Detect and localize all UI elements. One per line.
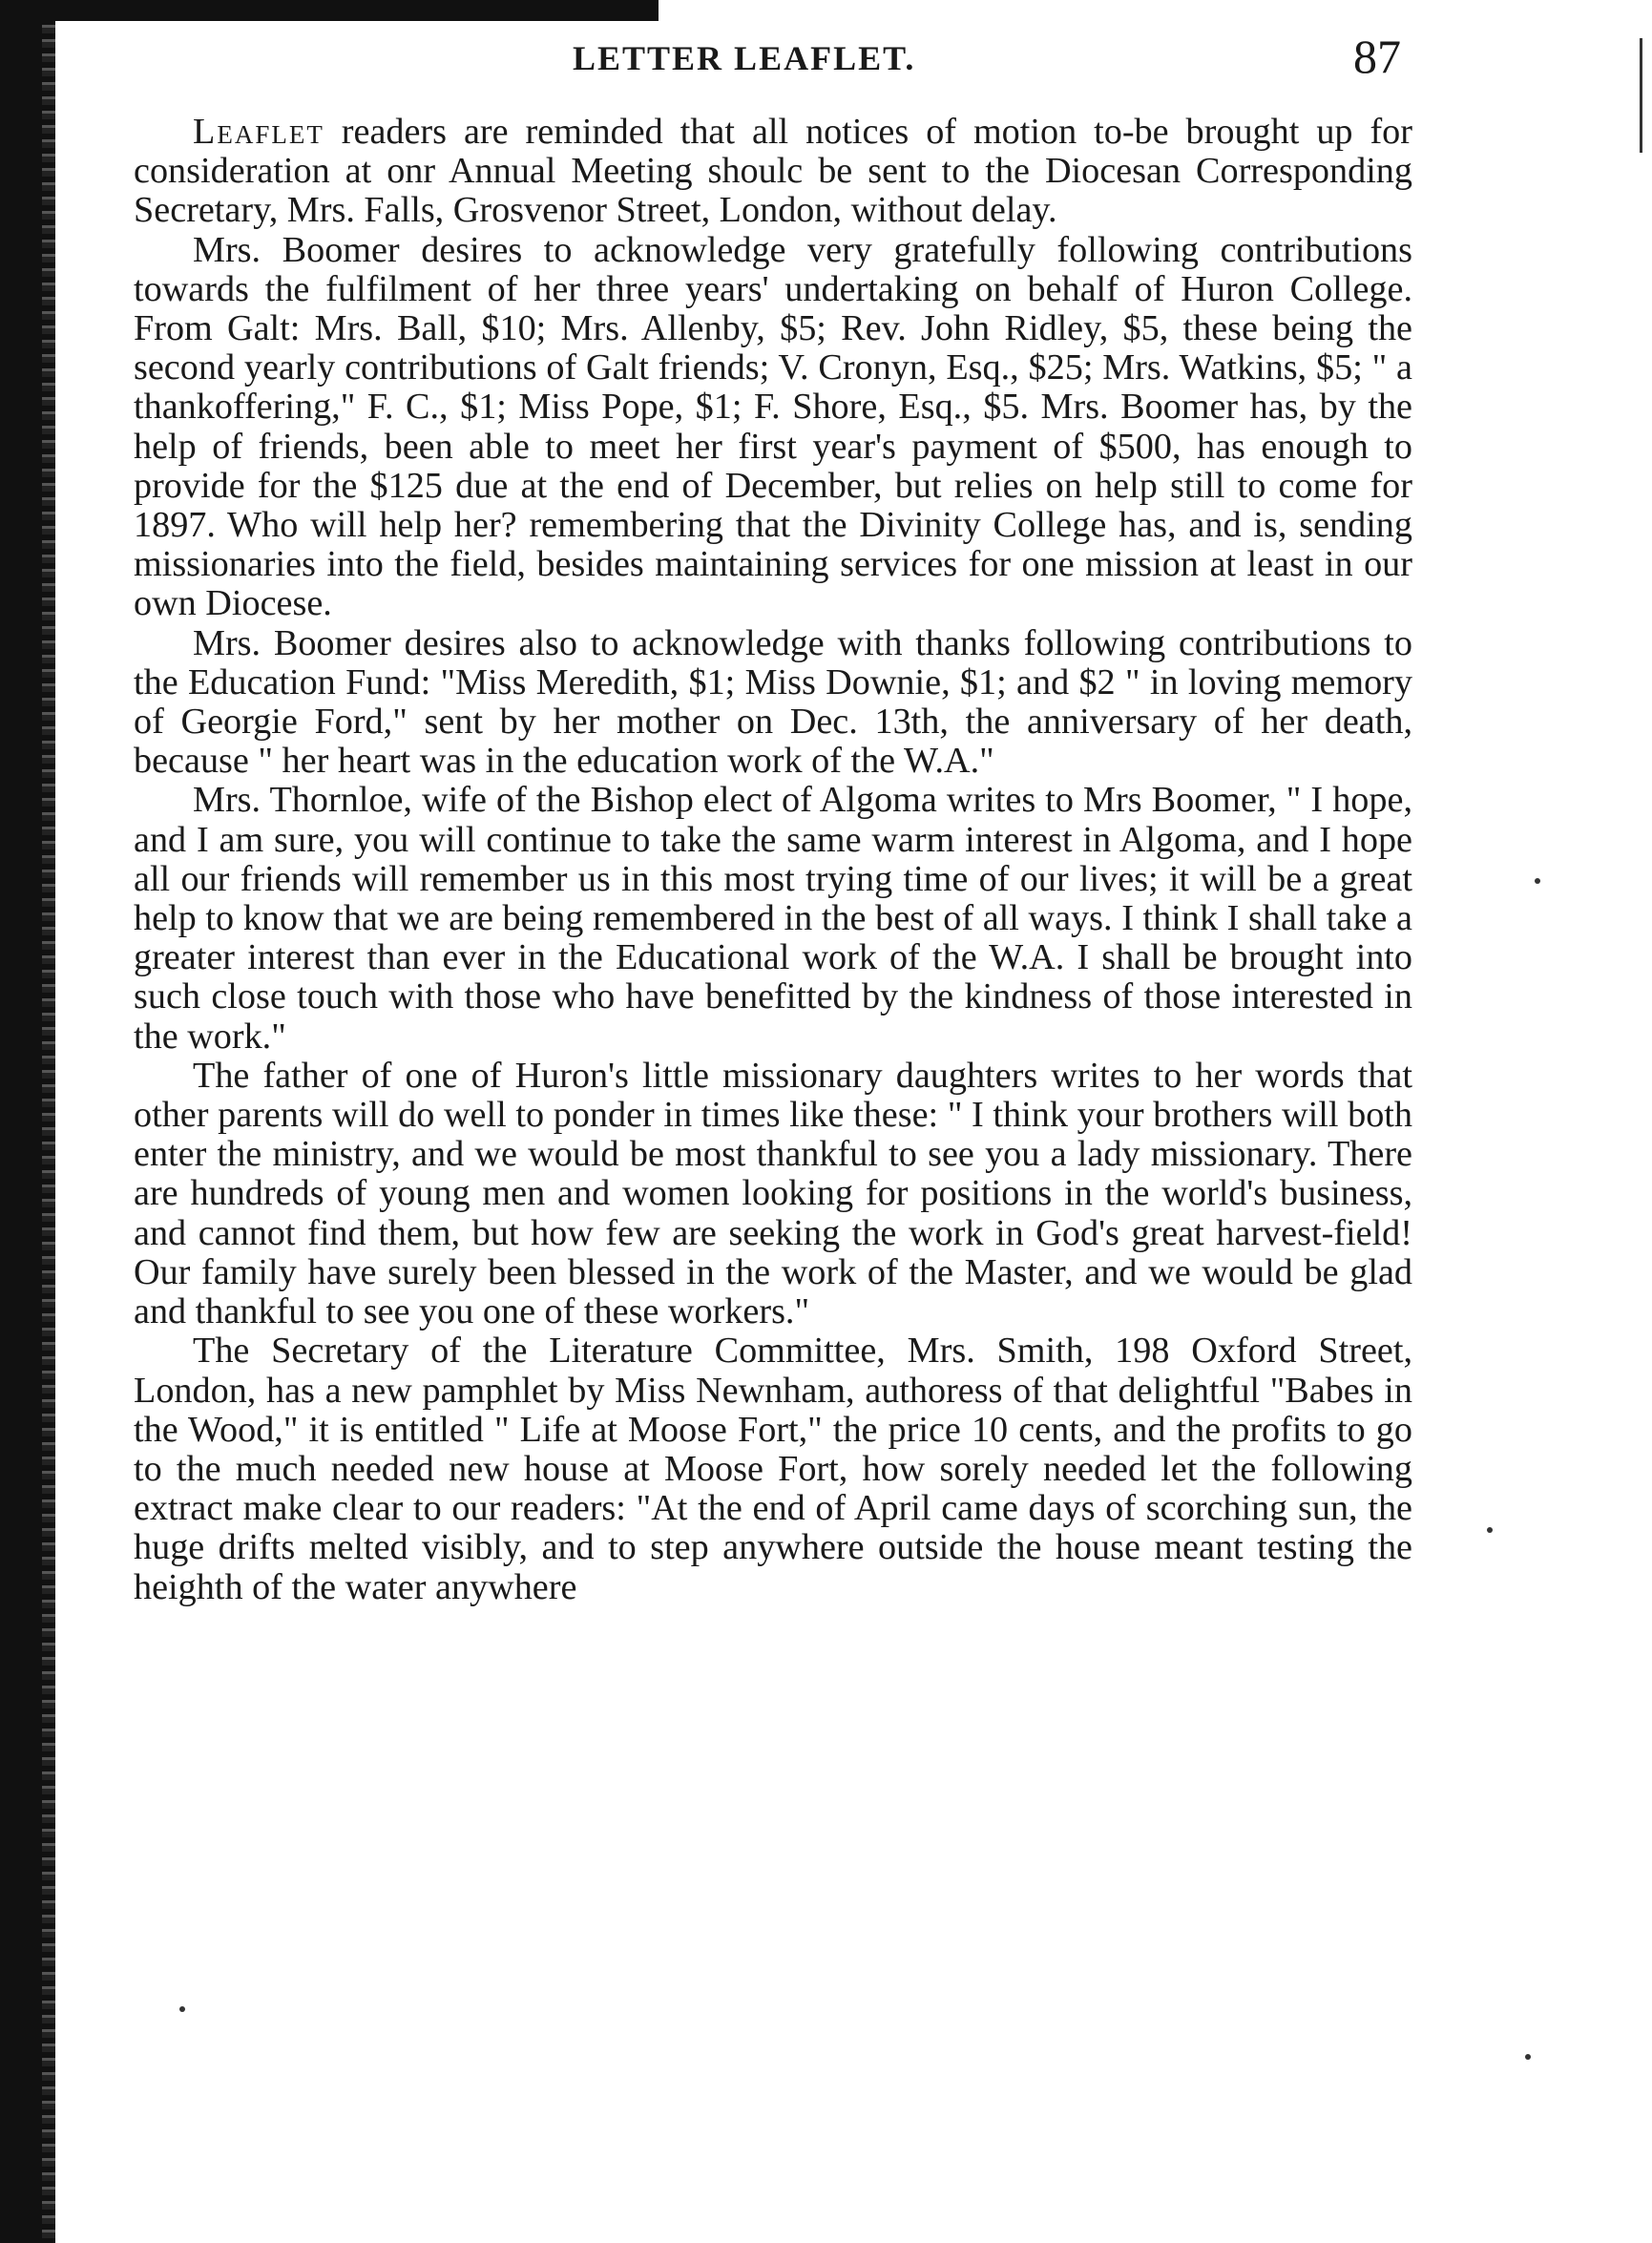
scan-right-mark	[1640, 38, 1642, 153]
paragraph-huron-college: Mrs. Boomer desires to acknowledge very gratefully following contributions towards the fulfilment of her three years' undertaking on behalf of Huron College. From Galt: Mrs. Ball, $10; Mrs. Allenby, $5; Rev. John Ridley, $5, these being the second yearly contributions of Galt friends; V. Cronyn, Esq., $25; Mrs. Watkins, $5; " a thankoffering," F. C., $1; Miss Pope, $1; F. Shore, Esq., $5. Mrs. Boomer has, by the help of friends, been able to meet her first year's payment of $500, has enough to provide for the $125 due at the end of December, but relies on help still to come for 1897. Who will help her? remembering that the Divinity College has, and is, sending missionaries into the field, besides maintaining services for one mission at least in our own Diocese.	[134, 229, 1412, 624]
paragraph-missionary-daughters: The father of one of Huron's little missionary daughters writes to her words that other parents will do well to ponder in times like these: " I think your brothers will both enter the ministry, and we would be most thankful to see you a lady missionary. There are hundreds of young men and women looking for positions in the world's business, and cannot find them, but how few are seeking the work in God's great harvest-field! Our family have surely been blessed in the work of the Master, and we would be glad and thankful to see you one of these workers."	[134, 1055, 1412, 1332]
scan-speck	[1525, 2054, 1531, 2060]
paragraph-literature-committee: The Secretary of the Literature Committee, Mrs. Smith, 198 Oxford Street, London, has a new pamphlet by Miss Newnham, authoress of that delightful "Babes in the Wood," it is entitled " Life at Moose Fort," the price 10 cents, and the profits to go to the much needed new house at Moose Fort, how sorely needed let the following extract make clear to our readers: "At the end of April came days of scorching sun, the huge drifts melted visibly, and to step anywhere outside the house meant testing the heighth of the water anywhere	[134, 1331, 1412, 1607]
page-number: 87	[1353, 30, 1401, 83]
paragraph-text: readers are reminded that all notices of motion to-be brought up for consideration at onr Annual Meeting shoulc be sent to the Diocesan Corresponding Secretary, Mrs. Falls, Grosvenor Street, London, without delay.	[134, 112, 1412, 231]
paragraph-leaflet-notice	[134, 113, 1412, 231]
scan-binding-edge	[0, 19, 55, 2243]
scan-speck	[1487, 1527, 1493, 1533]
paragraph-algoma-letter: Mrs. Thornloe, wife of the Bishop elect of Algoma writes to Mrs Boomer, " I hope, and I am sure, you will continue to take the same warm interest in Algoma, and I hope all our friends will remember us in this most trying time of our lives; it will be a great help to know that we are being remembered in the best of all ways. I think I shall take a greater interest than ever in the Educational work of the W.A. I shall be brought into such close touch with those who have benefitted by the kindness of those interested in the work."	[134, 780, 1412, 1057]
scan-top-edge	[0, 0, 659, 21]
running-head: LETTER LEAFLET.	[573, 39, 916, 77]
paragraph-lead-word: Leaflet	[193, 112, 324, 152]
paragraph-education-fund: Mrs. Boomer desires also to acknowledge with thanks following contributions to the Education Fund: "Miss Meredith, $1; Miss Downie, $1; and $2 " in loving memory of Georgie Ford," sent by her mother on Dec. 13th, the anniversary of her death, because " her heart was in the education work of the W.A."	[134, 622, 1412, 782]
scan-speck	[179, 2006, 185, 2012]
scan-speck	[1535, 878, 1540, 884]
article-body	[134, 113, 1412, 1607]
